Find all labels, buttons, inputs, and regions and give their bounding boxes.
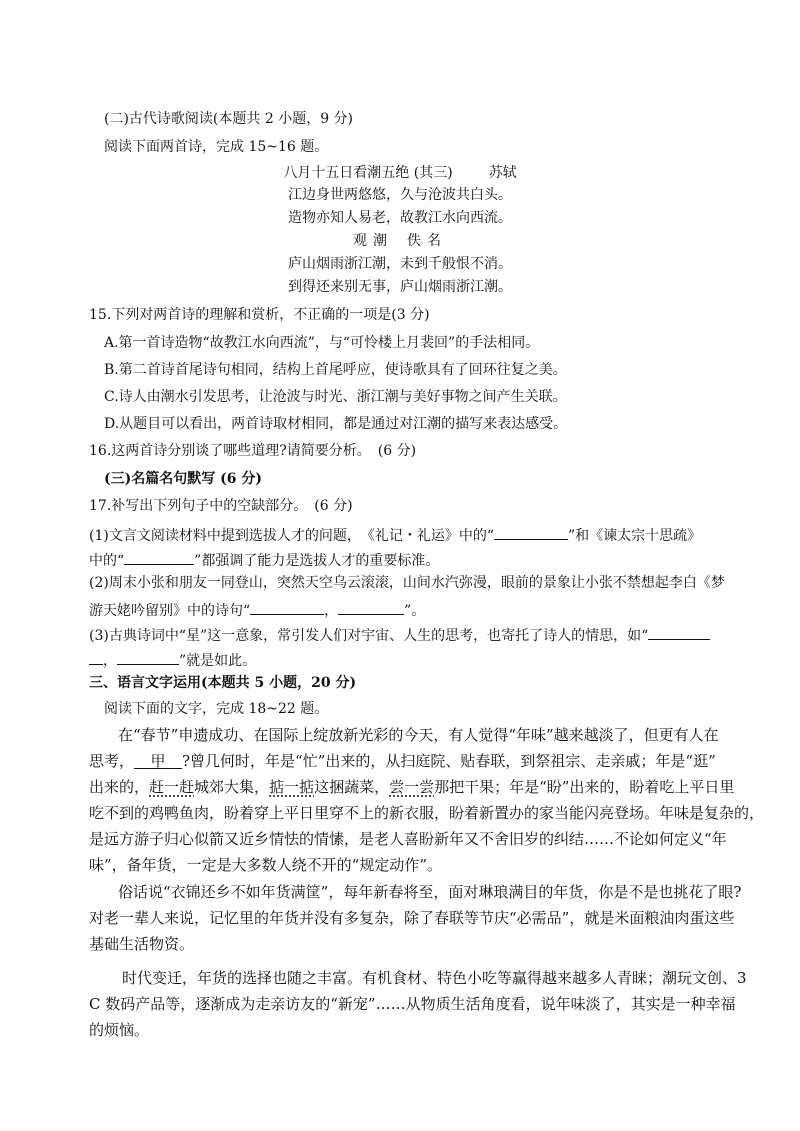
q17-item1-line1 [89, 524, 701, 545]
passage-p3-line1: 时代变迁，年货的选择也随之丰富。有机食材、特色小吃等赢得越来越多人青睐；潮玩文创、3 [122, 969, 747, 987]
dotted-phrase: 尝一尝 [389, 778, 435, 796]
poem1-title-line [0, 164, 800, 182]
question-16: 16.这两首诗分别谈了哪些道理?请简要分析。 (6 分) [89, 443, 417, 459]
passage-p3-line2: C 数码产品等，逐渐成为走亲访友的“新宠”……从物质生活角度看，说年味淡了，其实是一种幸福 [89, 995, 736, 1013]
poem2-title-line [0, 232, 800, 250]
passage-p1-line3 [89, 777, 734, 797]
answer-blank[interactable] [648, 624, 710, 640]
blank-jia[interactable]: 甲 [134, 751, 182, 769]
answer-blank[interactable] [494, 524, 568, 540]
passage-p3-line3: 的烦恼。 [89, 1021, 150, 1039]
poetry-instruction: 阅读下面两首诗，完成 15~16 题。 [104, 139, 329, 155]
passage-p1-line3-e: 那把干果；年是“盼”出来的，盼着吃上平日里 [434, 778, 735, 796]
poem2-line1: 庐山烟雨浙江潮，未到千般恨不消。 [288, 256, 512, 272]
question-15-option-d: D.从题目可以看出，两首诗取材相同，都是通过对江潮的描写来表达感受。 [104, 416, 568, 432]
passage-p1-line5: 是远方游子归心似箭又近乡情怯的情愫，是老人喜盼新年又不舍旧岁的纠结……不论如何定义“年 [89, 830, 727, 848]
poem1-line1: 江边身世两悠悠，久与沧波共白头。 [288, 187, 512, 203]
passage-p1-line2 [89, 751, 716, 771]
q17-item3-line2 [89, 649, 256, 670]
passage-p2-line1: 俗话说“衣锦还乡不如年货满筐”，每年新春将至，面对琳琅满目的年货，你是不是也挑花了眼? [118, 883, 742, 901]
answer-blank[interactable] [338, 599, 404, 615]
question-17: 17.补写出下列句子中的空缺部分。 (6 分) [89, 498, 353, 514]
q17-item2-line2 [89, 599, 425, 620]
q17-item1-line2 [89, 549, 439, 570]
q17-item2-text-b: 游天姥吟留别》中的诗句“ [89, 603, 251, 619]
passage-p1-line3-b: 城郊大集， [194, 778, 270, 796]
passage-p1-line4: 吃不到的鸡鸭鱼肉，盼着穿上平日里穿不上的新衣服，盼着新置办的家当能闪亮登场。年味是复杂的， [89, 804, 765, 822]
passage-p1-line3-a: 出来的， [89, 778, 150, 796]
q17-item3-line1 [89, 624, 710, 645]
answer-blank[interactable] [89, 649, 103, 665]
dotted-phrase: 掂一掂 [269, 778, 315, 796]
answer-blank[interactable] [124, 549, 194, 565]
passage-p1-line2-a: 思考， [89, 752, 135, 770]
poem1-title: 八月十五日看潮五绝 (其三) [283, 165, 453, 181]
poem2-author: 佚名 [407, 233, 447, 249]
part3-instruction: 阅读下面的文字，完成 18~22 题。 [104, 701, 329, 717]
question-15-stem: 15.下列对两首诗的理解和赏析，不正确的一项是(3 分) [89, 307, 430, 323]
q17-item3-sep: ， [103, 653, 117, 669]
passage-p2-line3: 基础生活物资。 [89, 935, 195, 953]
poem2-title: 观潮 [353, 233, 393, 249]
passage-p1-line6: 味”，备年货，一定是大多数人绕不开的“规定动作”。 [89, 856, 443, 874]
q17-item1-text-a: (1)文言文阅读材料中提到选拔人才的问题， 《礼记・礼运》中的“ [89, 528, 494, 544]
q17-item2-sep: ， [324, 603, 339, 619]
part3-heading: 三、语言文字运用(本题共 5 小题，20 分) [89, 675, 357, 691]
q17-item1-text-c: 中的“ [89, 553, 125, 569]
question-15-option-a: A.第一首诗造物“故教江水向西流”，与“可怜楼上月裴回”的手法相同。 [104, 335, 540, 351]
section-heading-poetry: (二)古代诗歌阅读(本题共 2 小题，9 分) [104, 111, 354, 127]
poem2-line2: 到得还来别无事，庐山烟雨浙江潮。 [288, 279, 512, 295]
answer-blank[interactable] [250, 599, 324, 615]
passage-p1-line1: 在“春节”申遗成功、在国际上绽放新光彩的今天，有人觉得“年味”越来越淡了，但更有人在 [118, 726, 719, 744]
q17-item1-text-b: ”和《谏太宗十思疏》 [568, 528, 702, 544]
poem1-author: 苏轼 [488, 165, 517, 181]
passage-p1-line2-b: ?曾几何时，年是“忙”出来的，从扫庭院、贴春联，到祭祖宗、走亲戚；年是“逛” [182, 752, 716, 770]
answer-blank[interactable] [117, 649, 179, 665]
q17-item2-line1: (2)周末小张和朋友一同登山，突然天空乌云滚滚，山间水汽弥漫，眼前的景象让小张不禁想起李白《梦 [89, 575, 725, 591]
passage-p2-line2: 对老一辈人来说，记忆里的年货并没有多复杂，除了春联等节庆“必需品”，就是米面粮油肉蛋这些 [89, 909, 735, 927]
question-15-option-b: B.第二首诗首尾诗句相同，结构上首尾呼应，使诗歌具有了回环往复之美。 [104, 362, 567, 378]
passage-p1-line3-c: 这捆蔬菜， [314, 778, 390, 796]
question-15-option-c: C.诗人由潮水引发思考，让沧波与时光、浙江潮与美好事物之间产生关联。 [104, 389, 567, 405]
section-heading-dictation: (三)名篇名句默写 (6 分) [104, 471, 262, 487]
q17-item3-text-a: (3)古典诗词中“星”这一意象，常引发人们对宇宙、人生的思考，也寄托了诗人的情思，如“ [89, 628, 649, 644]
dotted-phrase: 赶一赶 [149, 778, 195, 796]
poem1-line2: 造物亦知人易老，故教江水向西流。 [288, 210, 512, 226]
q17-item1-text-d: ”都强调了能力是选拔人才的重要标准。 [194, 553, 440, 569]
q17-item3-end: ”就是如此。 [179, 653, 257, 669]
q17-item2-end: ”。 [404, 603, 426, 619]
